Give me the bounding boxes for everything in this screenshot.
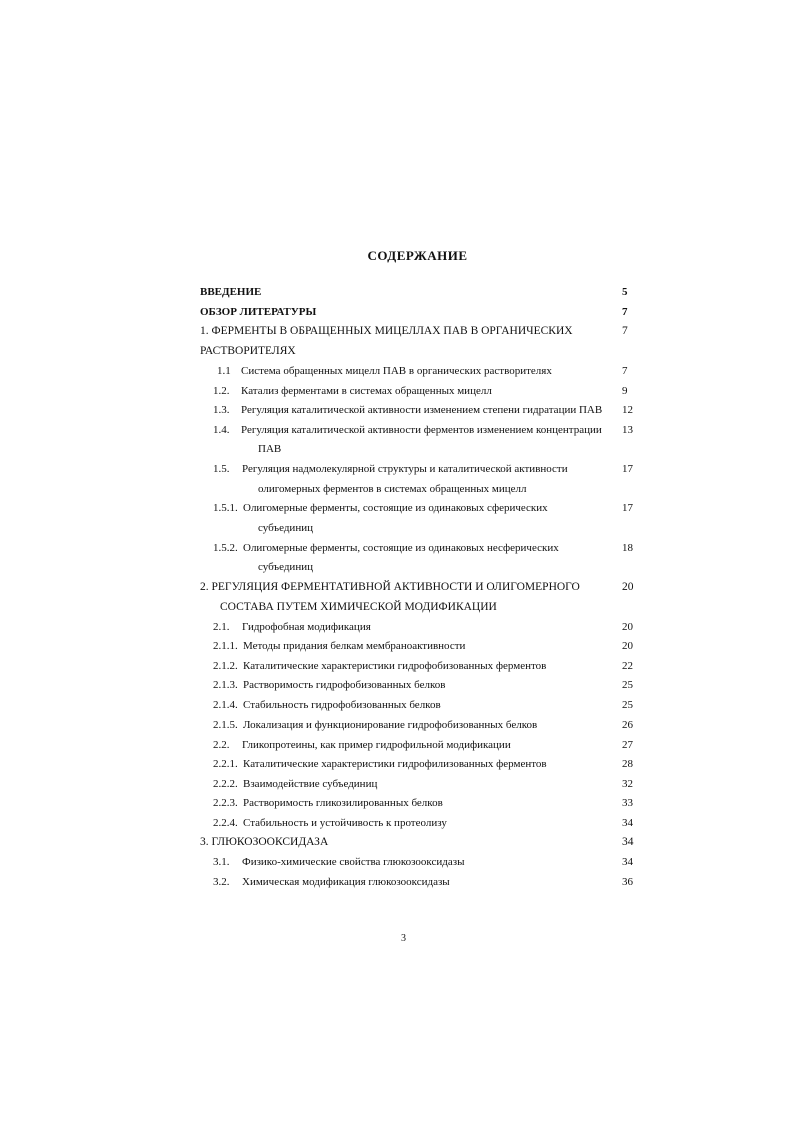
toc-entry-page: 34 xyxy=(622,836,634,848)
toc-entry-number: 2.1.3. xyxy=(213,679,238,691)
toc-entry-number: 2.2.3. xyxy=(213,797,238,809)
toc-entry-title: Олигомерные ферменты, состоящие из одинаковых сферических xyxy=(243,502,548,514)
toc-entry-page: 17 xyxy=(622,502,633,514)
toc-entry-title: Гликопротеины, как пример гидрофильной модификации xyxy=(242,739,511,751)
toc-entry-continuation xyxy=(0,557,795,577)
toc-entry xyxy=(0,715,795,735)
toc-entry-page: 22 xyxy=(622,660,633,672)
toc-entry-number: 2.1.1. xyxy=(213,640,238,652)
toc-entry-page: 20 xyxy=(622,640,633,652)
toc-entry-number: 2.2. xyxy=(213,739,230,751)
toc-entry-title: ОБЗОР ЛИТЕРАТУРЫ xyxy=(200,306,317,318)
toc-entry-title: Локализация и функционирование гидрофобизованных белков xyxy=(243,719,538,731)
toc-entry-title: 2. РЕГУЛЯЦИЯ ФЕРМЕНТАТИВНОЙ АКТИВНОСТИ И ОЛИГОМЕРНОГО xyxy=(200,581,580,593)
toc-entry xyxy=(0,400,795,420)
toc-entry-title: Гидрофобная модификация xyxy=(242,621,371,633)
toc-entry-title: субъединиц xyxy=(258,522,313,534)
toc-entry-page: 17 xyxy=(622,463,633,475)
toc-entry-number: 2.2.4. xyxy=(213,817,238,829)
toc-entry-title: Растворимость гидрофобизованных белков xyxy=(243,679,446,691)
toc-entry xyxy=(0,656,795,676)
toc-entry-continuation xyxy=(0,479,795,499)
toc-entry-page: 25 xyxy=(622,699,633,711)
toc-entry-page: 18 xyxy=(622,542,633,554)
toc-entry-page: 7 xyxy=(622,306,628,318)
toc-entry-number: 1.5. xyxy=(213,463,230,475)
toc-entry xyxy=(0,381,795,401)
toc-entry xyxy=(0,617,795,637)
toc-entry xyxy=(0,361,795,381)
toc-entry-title: Физико-химические свойства глюкозооксидазы xyxy=(242,856,465,868)
toc-entry xyxy=(0,636,795,656)
toc-entry-page: 32 xyxy=(622,778,633,790)
toc-entry xyxy=(0,538,795,558)
toc-entry-literature-review xyxy=(0,302,795,322)
page-title: СОДЕРЖАНИЕ xyxy=(367,248,468,263)
toc-entry-page: 26 xyxy=(622,719,633,731)
toc-entry-title: 3. ГЛЮКОЗООКСИДАЗА xyxy=(200,836,329,848)
toc-entry-title: субъединиц xyxy=(258,561,313,573)
toc-entry-page: 7 xyxy=(622,365,628,377)
toc-entry-title: Стабильность гидрофобизованных белков xyxy=(243,699,441,711)
toc-entry xyxy=(0,498,795,518)
toc-entry-title: Система обращенных мицелл ПАВ в органических растворителях xyxy=(241,365,552,377)
toc-entry-title: Растворимость гликозилированных белков xyxy=(243,797,443,809)
toc-entry-number: 2.2.2. xyxy=(213,778,238,790)
toc-entry-number: 1.3. xyxy=(213,404,230,416)
toc-entry-number: 2.1.5. xyxy=(213,719,238,731)
page-number: 3 xyxy=(401,933,406,944)
toc-entry-page: 20 xyxy=(622,581,634,593)
toc-entry-title: Катализ ферментами в системах обращенных мицелл xyxy=(241,385,492,397)
toc-entry-title: 1. ФЕРМЕНТЫ В ОБРАЩЕННЫХ МИЦЕЛЛАХ ПАВ В ОРГАНИЧЕСКИХ xyxy=(200,325,573,337)
toc-entry-page: 34 xyxy=(622,817,633,829)
toc-entry-number: 1.4. xyxy=(213,424,230,436)
toc-entry-page: 5 xyxy=(622,286,628,298)
toc-entry-number: 3.2. xyxy=(213,876,230,888)
toc-entry xyxy=(0,420,795,440)
toc-entry-page: 33 xyxy=(622,797,633,809)
toc-entry xyxy=(0,872,795,892)
toc-entry-title: Химическая модификация глюкозооксидазы xyxy=(242,876,450,888)
toc-entry-title: Стабильность и устойчивость к протеолизу xyxy=(243,817,447,829)
toc-entry-chapter-2 xyxy=(0,577,795,597)
toc-entry-page: 12 xyxy=(622,404,633,416)
toc-entry-page: 34 xyxy=(622,856,633,868)
toc-entry-title: Взаимодействие субъединиц xyxy=(243,778,378,790)
toc-entry-page: 13 xyxy=(622,424,633,436)
toc-entry-number: 2.1. xyxy=(213,621,230,633)
toc-entry-introduction xyxy=(0,282,795,302)
toc-entry-chapter-1 xyxy=(0,321,795,341)
toc-entry-page: 7 xyxy=(622,325,628,337)
toc-entry-number: 1.5.1. xyxy=(213,502,238,514)
toc-entry xyxy=(0,735,795,755)
toc-entry xyxy=(0,675,795,695)
toc-entry xyxy=(0,813,795,833)
toc-entry-title: РАСТВОРИТЕЛЯХ xyxy=(200,345,296,357)
toc-entry-title: ПАВ xyxy=(258,443,282,455)
toc-entry xyxy=(0,695,795,715)
toc-entry xyxy=(0,852,795,872)
toc-entry-title: Олигомерные ферменты, состоящие из одинаковых несферических xyxy=(243,542,559,554)
toc-entry-number: 2.1.4. xyxy=(213,699,238,711)
toc-entry xyxy=(0,754,795,774)
toc-entry-continuation xyxy=(0,439,795,459)
toc-entry-title: Регуляция каталитической активности ферментов изменением концентрации xyxy=(241,424,602,436)
toc-entry-title: СОСТАВА ПУТЕМ ХИМИЧЕСКОЙ МОДИФИКАЦИИ xyxy=(220,601,497,613)
toc-entry-page: 36 xyxy=(622,876,633,888)
toc-entry-chapter-3 xyxy=(0,832,795,852)
toc-entry xyxy=(0,459,795,479)
toc-entry-number: 2.1.2. xyxy=(213,660,238,672)
toc-entry-continuation xyxy=(0,518,795,538)
toc-entry-page: 27 xyxy=(622,739,633,751)
toc-entry-number: 1.1 xyxy=(217,365,231,377)
toc-entry-number: 1.2. xyxy=(213,385,230,397)
toc-entry xyxy=(0,793,795,813)
toc-entry-title: Регуляция надмолекулярной структуры и каталитической активности xyxy=(242,463,568,475)
toc-entry-number: 1.5.2. xyxy=(213,542,238,554)
toc-entry-title: Методы придания белкам мембраноактивности xyxy=(243,640,466,652)
toc-entry-page: 28 xyxy=(622,758,633,770)
toc-entry-title: ВВЕДЕНИЕ xyxy=(200,286,262,298)
toc-entry-page: 25 xyxy=(622,679,633,691)
toc-entry-title: Регуляция каталитической активности изменением степени гидратации ПАВ xyxy=(241,404,603,416)
toc-entry-page: 20 xyxy=(622,621,633,633)
toc-entry-title: олигомерных ферментов в системах обращенных мицелл xyxy=(258,483,527,495)
toc-entry-continuation xyxy=(0,597,795,617)
toc-entry-title: Каталитические характеристики гидрофилизованных ферментов xyxy=(243,758,547,770)
toc-entry-title: Каталитические характеристики гидрофобизованных ферментов xyxy=(243,660,547,672)
toc-entry-continuation xyxy=(0,341,795,361)
toc-entry-number: 3.1. xyxy=(213,856,230,868)
toc-entry-number: 2.2.1. xyxy=(213,758,238,770)
toc-entry-page: 9 xyxy=(622,385,628,397)
toc-entry xyxy=(0,774,795,794)
